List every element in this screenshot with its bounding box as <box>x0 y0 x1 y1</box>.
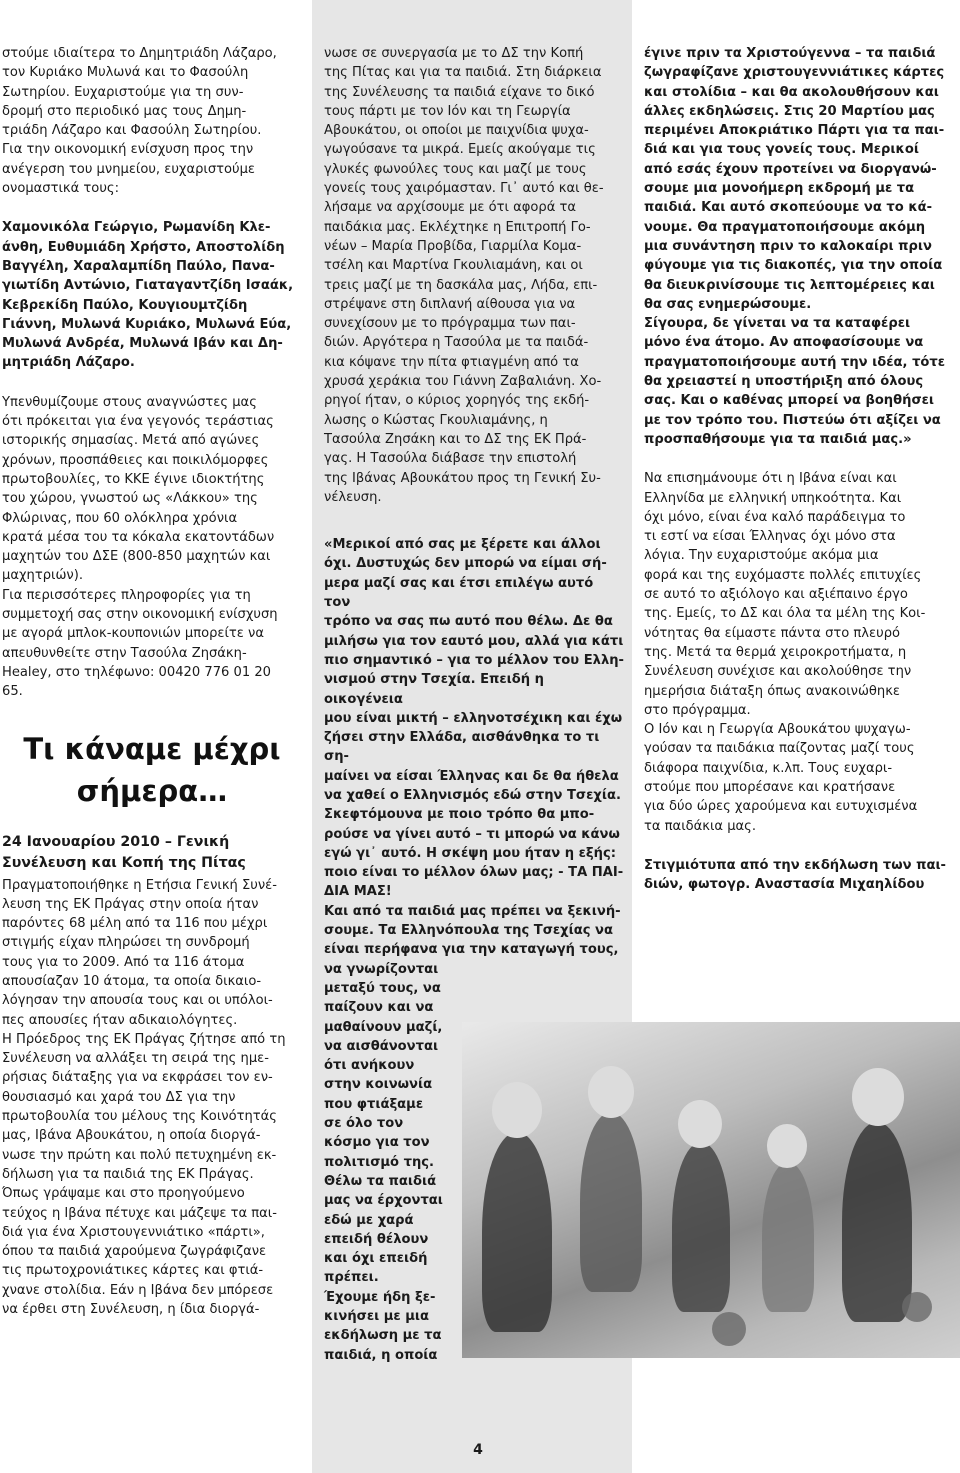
text-line: με τον τρόπο του. Πιστεύω ότι αξίζει να <box>644 412 941 428</box>
text-line: Να επισημάνουμε ότι η Ιβάνα είναι και <box>644 471 897 487</box>
text-line: νέλευση. <box>324 489 382 505</box>
left-column <box>0 0 312 1473</box>
text-line: τους για το 2009. Από τα 116 άτομα <box>2 954 245 970</box>
text-line: και όχι επειδή <box>324 1251 428 1267</box>
text-line: μας να έρχονται <box>324 1193 443 1209</box>
text-line: μαίνει να είσαι Έλληνας και δε θα ήθελα <box>324 768 619 784</box>
text-line: ότι πρόκειται για ένα γεγονός τεράστιας <box>2 414 274 430</box>
letter-quote-narrow <box>324 979 464 1365</box>
text-line: τι εστί να είσαι Έλληνας όχι μόνο στα <box>644 529 896 545</box>
text-line: πρωτοβουλία του μέλους της Κοινότητάς <box>2 1109 277 1125</box>
text-line: πολιτισμό της. <box>324 1154 434 1170</box>
article-body <box>2 876 302 1320</box>
text-line: τεύχος η Ιβάνα πέτυχε και μάζεψε τα παι- <box>2 1205 277 1221</box>
text-line: Θέλω τα παιδιά <box>324 1173 437 1189</box>
text-line: πιο σημαντικό – για το μέλλον του Ελλη- <box>324 652 624 668</box>
event-photo <box>462 1022 960 1358</box>
text-line: όχι μόνο, είναι ένα καλό παράδειγμα το <box>644 509 906 525</box>
text-line: εκδήλωση με τα <box>324 1328 442 1344</box>
text-line: Βαγγέλη, Χαραλαμπίδη Παύλο, Πανα- <box>2 258 275 274</box>
text-line: θα σας ενημερώσουμε. <box>644 296 812 312</box>
text-line: νουμε. Θα πραγματοποιήσουμε ακόμη <box>644 219 926 235</box>
text-line: ΔΙΑ ΜΑΣ! <box>324 884 392 900</box>
text-line: ρήσιας διάταξης για να εκφράσει τον εν- <box>2 1070 273 1086</box>
text-line: «Μερικοί από σας με ξέρετε και άλλοι <box>324 537 601 553</box>
text-line: έγινε πριν τα Χριστούγεννα – τα παιδιά <box>644 46 936 61</box>
text-line: λόγια. Την ευχαριστούμε ακόμα μια <box>644 548 879 564</box>
text-line: Για την οικονομική ενίσχυση προς την <box>2 142 254 158</box>
text-line: και στολίδια – και θα ακολουθήσουν και <box>644 84 939 100</box>
text-line: Στιγμιότυπα από την εκδήλωση των παι- <box>644 857 946 873</box>
text-line: απευθυνθείτε στην Τασούλα Ζησάκη- <box>2 645 247 661</box>
text-line: μαχητριών). <box>2 568 83 584</box>
text-line: 65. <box>2 684 23 700</box>
text-line: εδώ με χαρά <box>324 1212 414 1228</box>
text-line: Τασούλα Ζησάκη και το ΔΣ της ΕΚ Πρά- <box>324 431 587 447</box>
text-line: νωσε την πρώτη και πολύ πετυχημένη εκ- <box>2 1147 277 1163</box>
text-line: Χαμονικόλα Γεώργιο, Ρωμανίδη Κλε- <box>2 220 271 236</box>
intro-paragraph <box>2 44 302 198</box>
text-line: τρεις μαζί με τη δασκάλα μας, Λήδα, επι- <box>324 277 598 293</box>
text-line: στούμε που μπορέσανε και κρατήσανε <box>644 779 896 795</box>
subheading-line: 24 Ιανουαρίου 2010 – Γενική <box>2 833 230 850</box>
text-line: λόγησαν την απουσία τους και οι υπόλοι- <box>2 993 273 1009</box>
text-line: στρέψανε στη διπλανή αίθουσα για να <box>324 296 576 312</box>
text-line: μου είναι μικτή – ελληνοτσέχικη και έχω <box>324 710 623 726</box>
text-line: διάφορα παιχνίδια, κ.λπ. Τους ευχαρι- <box>644 760 893 776</box>
text-line: μιλήσω για τον εαυτό μου, αλλά για κάτι <box>324 633 624 649</box>
text-line: της Πίτας και για τα παιδιά. Στη διάρκεια <box>324 65 602 81</box>
text-line: Η Πρόεδρος της ΕΚ Πράγας ζήτησε από τη <box>2 1031 286 1047</box>
text-line: νισμού στην Τσεχία. Επειδή η οικογένεια <box>324 672 544 707</box>
text-line: δήλωση για τα παιδιά της ΕΚ Πράγας. <box>2 1166 254 1182</box>
text-line: ότι ανήκουν <box>324 1058 415 1074</box>
text-line: ημερήσια διάταξη όπως ανακοινώθηκε <box>644 683 901 699</box>
text-line: πες απουσίες ήταν αδικαιολόγητες. <box>2 1012 238 1028</box>
text-line: ρηγοί ήταν, ο κύριος χορηγός της εκδή- <box>324 393 590 409</box>
text-line: διών, φωτογρ. Αναστασία Μιχαηλίδου <box>644 877 925 893</box>
heading-line: σήμερα… <box>76 773 228 808</box>
text-line: κρατά μέσα του τα κόκαλα εκατοντάδων <box>2 529 275 545</box>
text-line: πρέπει. <box>324 1270 379 1286</box>
text-line: γωγούσανε τα μικρά. Εμείς ακούγαμε τις <box>324 142 596 158</box>
text-line: εγώ γι᾽ αυτό. Η σκέψη μου ήταν η εξής: <box>324 845 616 861</box>
text-line: χρόνων, προσπάθειες και ποικιλόμορφες <box>2 452 269 468</box>
text-line: κόσμο για τον <box>324 1135 430 1151</box>
text-line: παιδάκια μας. Εκλέχτηκε η Επιτροπή Γο- <box>324 219 591 235</box>
photo-caption <box>644 856 954 895</box>
text-line: λήσαμε να αρχίσουμε με ότι αφορά τα <box>324 200 577 216</box>
text-line: τσέλη και Μαρτίνα Γκουλιαμάνη, και οι <box>324 258 583 274</box>
text-line: Φλώρινας, που 60 ολόκληρα χρόνια <box>2 510 238 526</box>
text-line: είναι περήφανα για την καταγωγή τους, <box>324 942 619 958</box>
text-line: παρόντες 68 μέλη από τα 116 που μέχρι <box>2 916 268 932</box>
text-line: σε όλο τον <box>324 1116 404 1132</box>
text-line: ρούσε να γίνει αυτό – τι μπορώ να κάνω <box>324 826 620 842</box>
subheading-line: Συνέλευση και Κοπή της Πίτας <box>2 854 246 871</box>
text-line: Συνέλευση να αλλάξει τη σειρά της ημε- <box>2 1051 269 1067</box>
text-line: της Ιβάνας Αβουκάτου προς τη Γενική Συ- <box>324 470 601 486</box>
text-line: Πραγματοποιήθηκε η Ετήσια Γενική Συνέ- <box>2 877 277 893</box>
text-line: λευση της ΕΚ Πράγας στην οποία ήταν <box>2 896 259 912</box>
text-line: άλλες εκδηλώσεις. Στις 20 Μαρτίου μας <box>644 103 935 119</box>
text-line: γονείς τους χαιρόμασταν. Γι᾽ αυτό και θε- <box>324 181 604 197</box>
text-line: παίζουν και να <box>324 1000 434 1016</box>
text-line: για δύο ώρες χαρούμενα και ευτυχισμένα <box>644 799 918 815</box>
text-line: της Συνέλευσης τα παιδιά είχανε το δικό <box>324 84 595 100</box>
text-line: Αβουκάτου, οι οποίοι με παιχνίδια ψυχα- <box>324 123 589 139</box>
text-line: συνεχίσουν με το πρόγραμμα των παι- <box>324 316 576 332</box>
text-line: στούμε ιδιαίτερα το Δημητριάδη Λάζαρο, <box>2 46 277 61</box>
text-line: στιγμής είχαν πληρώσει τη συνδρομή <box>2 935 250 951</box>
text-line: να αισθάνονται <box>324 1038 439 1054</box>
text-line: Healey, στο τηλέφωνο: 00420 776 01 20 <box>2 664 272 680</box>
text-line: διά και για τους γονείς τους. Μερικοί <box>644 142 919 158</box>
text-line: Κεβρεκίδη Παύλο, Κουγιουμτζίδη <box>2 297 248 313</box>
donor-names <box>2 218 302 372</box>
text-line: μερα μαζί σας και έτσι επιλέγω αυτό τον <box>324 575 594 611</box>
text-line: μαχητών του ΔΣΕ (800-850 μαχητών και <box>2 549 271 565</box>
page-number: 4 <box>473 1442 483 1458</box>
text-line: σουμε. Τα Ελληνόπουλα της Τσεχίας να <box>324 923 613 939</box>
article-subheading <box>2 832 302 874</box>
text-line: Έχουμε ήδη ξε- <box>324 1289 436 1305</box>
text-line: μητριάδη Λάζαρο. <box>2 355 135 371</box>
text-line: λωσης ο Κώστας Γκουλιαμάνης, η <box>324 412 548 428</box>
text-line: τα παιδάκια μας. <box>644 818 757 834</box>
text-line: γλυκές φωνούλες τους και μαζί με τους <box>324 161 587 177</box>
letter-quote-end <box>644 44 954 449</box>
text-line: ανέγερση του μνημείου, ευχαριστούμε <box>2 161 256 177</box>
text-line: του χώρου, γνωστού ως «Λάκκου» της <box>2 491 258 507</box>
text-line: γιωτίδη Αντώνιο, Γιαταγαντζίδη Ισαάκ, <box>2 278 294 294</box>
text-line: κια κόψανε την πίτα φτιαγμένη από τα <box>324 354 579 370</box>
text-line: σε αυτό το αξιόλογο και αξιέπαινο έργο <box>644 587 908 603</box>
text-line: της. Μετά τα θερμά χειροκροτήματα, η <box>644 644 907 660</box>
text-line: φύγουμε για τις διακοπές, για την οποία <box>644 258 943 274</box>
text-line: Και από τα παιδιά μας πρέπει να ξεκινή- <box>324 903 621 919</box>
text-line: Σκεφτόμουνα με ποιο τρόπο θα μπο- <box>324 807 595 823</box>
text-line: Γιάννη, Μυλωνά Κυριάκο, Μυλωνά Εύα, <box>2 316 292 332</box>
text-line: προσπαθήσουμε για τα παιδιά μας.» <box>644 431 912 447</box>
text-line: παιδιά. Και αυτό σκοπεύουμε να το κά- <box>644 200 933 216</box>
text-line: ονομαστικά τους: <box>2 181 119 197</box>
text-line: θα διευκρινίσουμε τις λεπτομέρειες και <box>644 277 935 293</box>
text-line: μια συνάντηση πριν το καλοκαίρι πριν <box>644 238 932 254</box>
text-line: τους πάρτι με τον Ιόν και τη Γεωργία <box>324 103 571 119</box>
text-line: επειδή θέλουν <box>324 1231 429 1247</box>
text-line: στην κοινωνία <box>324 1077 433 1093</box>
text-line: γούσαν τα παιδάκια παίζοντας μαζί τους <box>644 741 915 757</box>
text-line: κινήσει με μια <box>324 1309 430 1324</box>
text-line: φορά και της ευχόμαστε πολλές επιτυχίες <box>644 567 922 583</box>
text-line: Ελληνίδα με ελληνική υπηκοότητα. Και <box>644 490 902 506</box>
text-line: ιστορικής σημασίας. Μετά από αγώνες <box>2 433 260 449</box>
text-line: συμμετοχή σας στην οικονομική ενίσχυση <box>2 607 278 623</box>
text-line: Μυλωνά Ανδρέα, Μυλωνά Ιβάν και Δη- <box>2 336 283 352</box>
text-line: μόνο ένα άτομο. Αν αποφασίσουμε να <box>644 335 924 351</box>
text-line: τις πρωτοχρονιάτικες κάρτες και φτιά- <box>2 1263 264 1279</box>
text-line: θουσιασμό και χαρά του ΔΣ για την <box>2 1089 236 1105</box>
text-line: ποιο είναι το μέλλον όλων μας; - ΤΑ ΠΑΙ- <box>324 865 624 881</box>
text-line: Συνέλευση συνέχισε και ακολούθησε την <box>644 664 912 680</box>
text-line: απουσίαζαν 10 άτομα, τα οποία δικαιο- <box>2 973 262 989</box>
text-line: Υπενθυμίζουμε στους αναγνώστες μας <box>2 394 257 410</box>
text-line: νέων – Μαρία Προβίδα, Γιαρμίλα Κομα- <box>324 238 582 254</box>
text-line: μας, Ιβάνα Αβουκάτου, η οποία διοργά- <box>2 1128 261 1144</box>
text-line: τον Κυριάκο Μυλωνά και το Φασούλη <box>2 65 249 81</box>
text-line: από εσάς έχουν προτείνει να διοργανώ- <box>644 161 937 177</box>
text-line: πρωτοβουλίες, το ΚΚΕ έγινε ιδιοκτήτης <box>2 471 265 487</box>
text-line: Σίγουρα, δε γίνεται να τα καταφέρει <box>644 316 911 332</box>
text-line: όχι. Δυστυχώς δεν μπορώ να είμαι σή- <box>324 556 607 572</box>
text-line: χρυσά χεράκια του Γιάννη Ζαβαλιάνη. Χο- <box>324 374 602 390</box>
text-line: Σωτηρίου. Ευχαριστούμε για τη συν- <box>2 84 244 100</box>
text-line: που φτιάξαμε <box>324 1096 424 1112</box>
heading-line: Τι κάναμε μέχρι <box>23 731 281 766</box>
text-line: να έρθει στη Συνέλευση, η ίδια διοργά- <box>2 1302 260 1318</box>
text-line: νότητας θα είμαστε πάντα στο πλευρό <box>644 625 901 641</box>
text-line: ζωγραφίζανε χριστουγεννιάτικες κάρτες <box>644 65 945 81</box>
text-line: της. Εμείς, το ΔΣ και όλα τα μέλη της Κοι- <box>644 606 926 622</box>
text-line: όπου τα παιδιά χαρούμενα ζωγράφιζανε <box>2 1244 267 1260</box>
text-line: διών. Αργότερα η Τασούλα με τα παιδά- <box>324 335 589 351</box>
text-line: στο πρόγραμμα. <box>644 702 751 718</box>
text-line: Ο Ιόν και η Γεωργία Αβουκάτου ψυχαγω- <box>644 722 911 738</box>
reminder-paragraph <box>2 393 302 702</box>
text-line: πραγματοποιήσουμε αυτή την ιδέα, τότε <box>644 354 946 370</box>
text-line: παιδιά, η οποία <box>324 1347 438 1363</box>
text-line: μαθαίνουν μαζί, <box>324 1019 443 1035</box>
text-line: να γνωρίζονται <box>324 961 439 977</box>
text-line: χνανε στολίδια. Εάν η Ιβάνα δεν μπόρεσε <box>2 1282 274 1298</box>
text-line: μεταξύ τους, να <box>324 980 441 996</box>
text-line: Όπως γράψαμε και στο προηγούμενο <box>2 1186 245 1202</box>
text-line: θα χρειαστεί η υποστήριξη από όλους <box>644 374 924 390</box>
text-line: νωσε σε συνεργασία με το ΔΣ την Κοπή <box>324 46 584 61</box>
text-line: γας. Η Τασούλα διάβασε την επιστολή <box>324 451 577 467</box>
text-line: δρομή στο περιοδικό μας τους Δημη- <box>2 103 247 119</box>
text-line: τριάδη Λάζαρο και Φασούλη Σωτηρίου. <box>2 123 262 139</box>
article-continuation <box>324 44 624 507</box>
text-line: Για περισσότερες πληροφορίες για τη <box>2 587 251 603</box>
section-heading <box>2 728 302 812</box>
text-line: ζήσει στην Ελλάδα, αισθάνθηκα το τι ση- <box>324 730 600 765</box>
text-line: περιμένει Αποκριάτικο Πάρτι για τα παι- <box>644 123 945 139</box>
text-line: με αγορά μπλοκ-κουπονιών μπορείτε να <box>2 626 264 642</box>
text-line: σας. Και ο καθένας μπορεί να βοηθήσει <box>644 393 935 409</box>
closing-paragraph <box>644 469 954 836</box>
text-line: τρόπο να σας πω αυτό που θέλω. Δε θα <box>324 614 613 630</box>
text-line: σουμε μια μονοήμερη εκδρομή με τα <box>644 181 915 197</box>
text-line: διά για ένα Χριστουγεννιάτικο «πάρτι», <box>2 1224 265 1240</box>
letter-quote <box>324 535 624 979</box>
text-line: άνθη, Ευθυμιάδη Χρήστο, Αποστολίδη <box>2 239 285 255</box>
text-line: να χαθεί ο Ελληνισμός εδώ στην Τσεχία. <box>324 787 621 803</box>
